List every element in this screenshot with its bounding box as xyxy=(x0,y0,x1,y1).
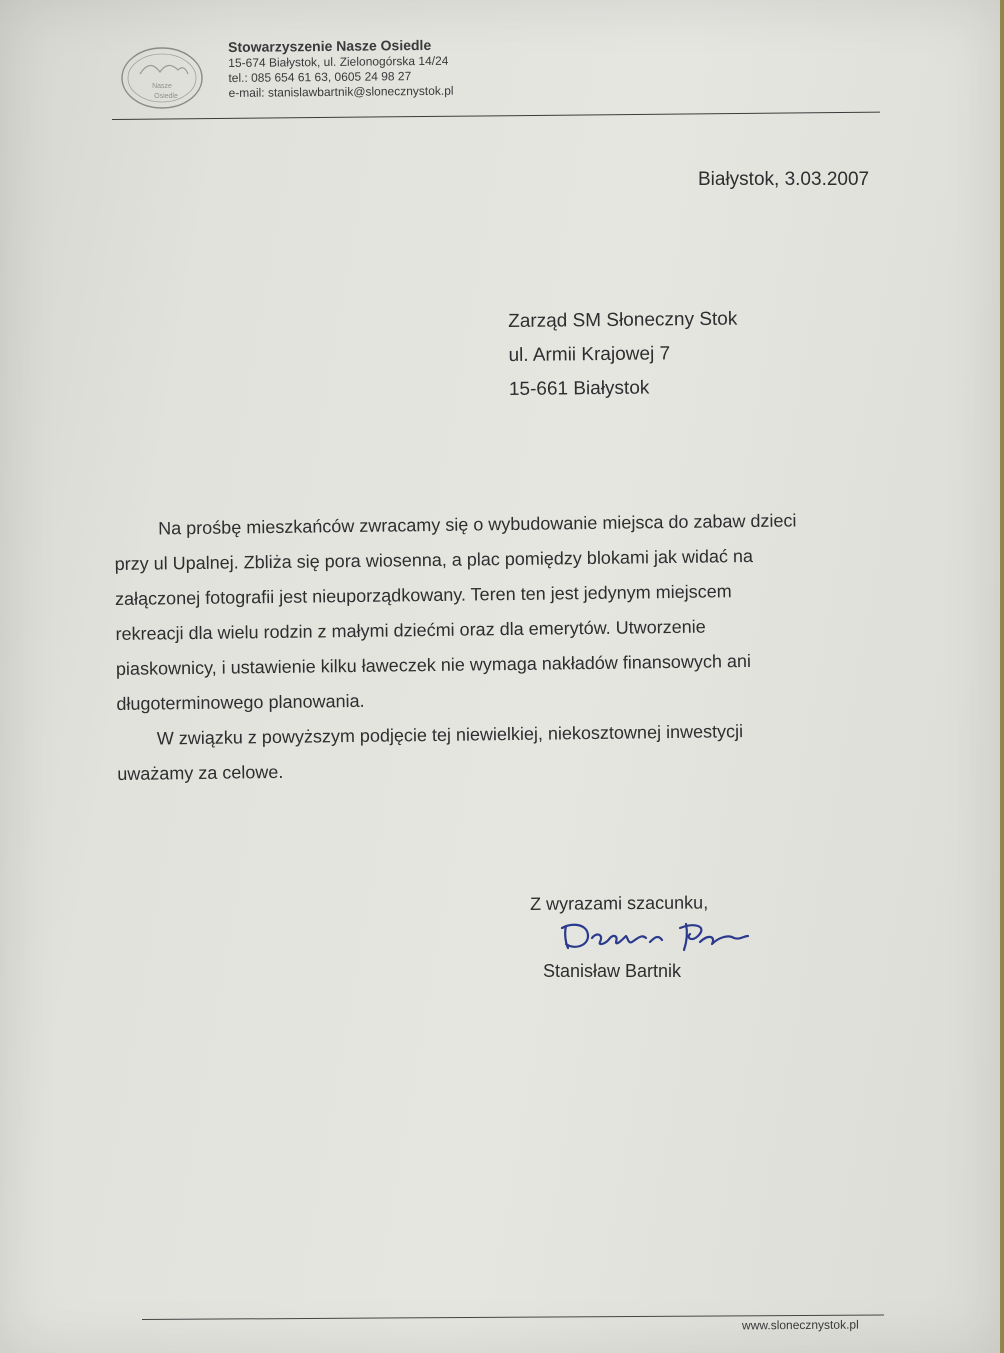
body-line: przy ul Upalnej. Zbliża się pora wiosenna, a plac pomiędzy blokami jak widać na xyxy=(114,545,754,574)
letter-date: Białystok, 3.03.2007 xyxy=(698,169,870,190)
letterhead xyxy=(228,35,549,101)
recipient-line: ul. Armii Krajowej 7 xyxy=(508,343,671,366)
footer-website: www.slonecznystok.pl xyxy=(741,1317,859,1333)
organization-name: Stowarzyszenie Nasze Osiedle xyxy=(228,36,432,55)
recipient-address xyxy=(508,302,829,407)
recipient-line: 15-661 Białystok xyxy=(508,377,650,400)
body-line: rekreacji dla wielu rodzin z małymi dziećmi oraz dla emerytów. Utworzenie xyxy=(115,616,706,644)
header-divider xyxy=(112,112,880,120)
organization-phone: tel.: 085 654 61 63, 0605 24 98 27 xyxy=(228,69,412,85)
body-line: piaskownicy, i ustawienie kilku ławeczek nie wymaga nakładów finansowych ani xyxy=(115,651,752,679)
closing-block xyxy=(530,891,790,915)
letter-body xyxy=(114,502,907,792)
closing-salutation: Z wyrazami szacunku, xyxy=(530,892,709,914)
body-line: W związku z powyższym podjęcie tej niewielkiej, niekosztownej inwestycji xyxy=(156,721,744,749)
recipient-line: Zarząd SM Słoneczny Stok xyxy=(508,308,738,332)
body-line: uważamy za celowe. xyxy=(117,761,284,784)
signer-name: Stanisław Bartnik xyxy=(543,961,682,981)
body-line: Na prośbę mieszkańców zwracamy się o wybudowanie miejsca do zabaw dzieci xyxy=(158,510,797,539)
organization-address: 15-674 Białystok, ul. Zielonogórska 14/24 xyxy=(228,53,449,70)
body-line: długoterminowego planowania. xyxy=(116,690,365,714)
association-logo xyxy=(120,46,204,110)
svg-text:Osiedle: Osiedle xyxy=(154,93,178,100)
body-line: załączonej fotografii jest nieuporządkowany. Teren ten jest jedynym miejscem xyxy=(114,581,732,609)
svg-text:Nasze: Nasze xyxy=(152,83,172,90)
handwritten-signature xyxy=(558,916,758,956)
organization-email: e-mail: stanislawbartnik@slonecznystok.pl xyxy=(228,83,454,100)
